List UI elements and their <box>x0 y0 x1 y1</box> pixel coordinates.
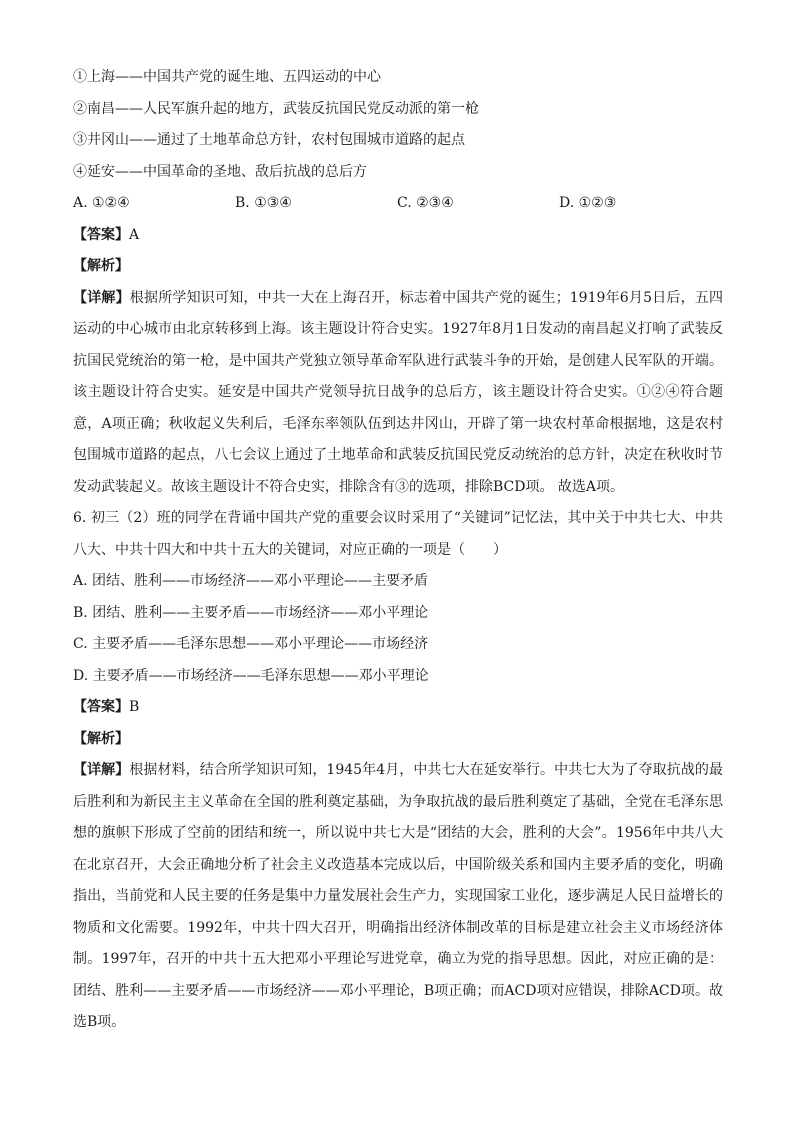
q5-answer-tag: 【答案】 <box>73 226 129 243</box>
q5-detail <box>73 283 723 504</box>
q5-item-3: ③井冈山——通过了土地革命总方针，农村包围城市道路的起点 <box>73 132 465 148</box>
q5-detail-text: 根据所学知识可知，中共一大在上海召开，标志着中国共产党的诞生；1919年6月5日后，五四运动的中心城市由北京转移到上海。该主题设计符合史实。1927年8月1日发动的南昌起义打响了武装反抗国民党统治的第一枪，是中国共产党独立领导革命军队进行武装斗争的开始，是创建人民军队的开端。该主题设计符合史实。延安是中国共产党领导抗日战争的总后方，该主题设计符合史实。①②④符合题意，A项正确；秋收起义失利后，毛泽东率领队伍到达井冈山，开辟了第一块农村革命根据地，这是农村包围城市道路的起点，八七会议上通过了土地革命和武装反抗国民党反动统治的总方针，决定在秋收时节发动武装起义。故该主题设计不符合史实，排除含有③的选项，排除BCD项。 故选A项。 <box>73 289 723 495</box>
q6-option-b: B. 团结、胜利——主要矛盾——市场经济——邓小平理论 <box>73 604 429 621</box>
q6-answer-value: B <box>129 699 140 715</box>
q5-answer <box>73 220 723 252</box>
q6-option-c: C. 主要矛盾——毛泽东思想——邓小平理论——市场经济 <box>73 636 429 652</box>
q6-detail-text: 根据材料，结合所学知识可知，1945年4月，中共七大在延安举行。中共七大为了夺取抗战的最后胜利和为新民主主义革命在全国的胜利奠定基础，为争取抗战的最后胜利奠定了基础，全党在毛泽东思想的旗帜下形成了空前的团结和统一，所以说中共七大是“团结的大会，胜利的大会”。1956年中共八大在北京召开，大会正确地分析了社会主义改造基本完成以后，中国阶级关系和国内主要矛盾的变化，明确指出，当前党和人民主要的任务是集中力量发展社会生产力，实现国家工业化，逐步满足人民日益增长的物质和文化需要。1992年，中共十四大召开，明确指出经济体制改革的目标是建立社会主义市场经济体制。1997年，召开的中共十五大把邓小平理论写进党章，确立为党的指导思想。因此，对应正确的是：团结、胜利——主要矛盾——市场经济——邓小平理论，B项正确；而ACD项对应错误，排除ACD项。故选B项。 <box>73 762 724 1030</box>
q6-stem: 6. 初三（2）班的同学在背诵中国共产党的重要会议时采用了“关键词”记忆法，其中关于中共七大、中共八大、中共十四大和中共十五大的关键词，对应正确的一项是（ ） <box>73 510 723 558</box>
q6-option-a: A. 团结、胜利——市场经济——邓小平理论——主要矛盾 <box>73 573 429 589</box>
q6-analysis <box>73 724 723 756</box>
q5-option-d: D. ①②③ <box>559 195 617 211</box>
q6-answer <box>73 692 723 724</box>
q5-analysis <box>73 251 723 283</box>
q5-options <box>73 188 723 220</box>
q5-item-4: ④延安——中国革命的圣地、敌后抗战的总后方 <box>73 163 367 180</box>
q5-item-2: ②南昌——人民军旗升起的地方，武装反抗国民党反动派的第一枪 <box>73 100 479 117</box>
q5-option-c: C. ②③④ <box>397 195 454 211</box>
q6-detail-tag: 【详解】 <box>73 762 130 778</box>
q6-analysis-tag: 【解析】 <box>73 730 129 747</box>
q6-option-d: D. 主要矛盾——市场经济——毛泽东思想——邓小平理论 <box>73 667 429 684</box>
q5-option-b: B. ①③④ <box>235 195 292 211</box>
document-content <box>73 62 723 1039</box>
q5-option-a: A. ①②④ <box>73 195 130 211</box>
q5-answer-value: A <box>129 226 140 243</box>
q5-item-1: ①上海——中国共产党的诞生地、五四运动的中心 <box>73 69 381 85</box>
q5-analysis-tag: 【解析】 <box>73 258 129 274</box>
q6-detail <box>73 755 723 1039</box>
q5-detail-tag: 【详解】 <box>73 289 130 306</box>
q6-answer-tag: 【答案】 <box>73 699 129 715</box>
